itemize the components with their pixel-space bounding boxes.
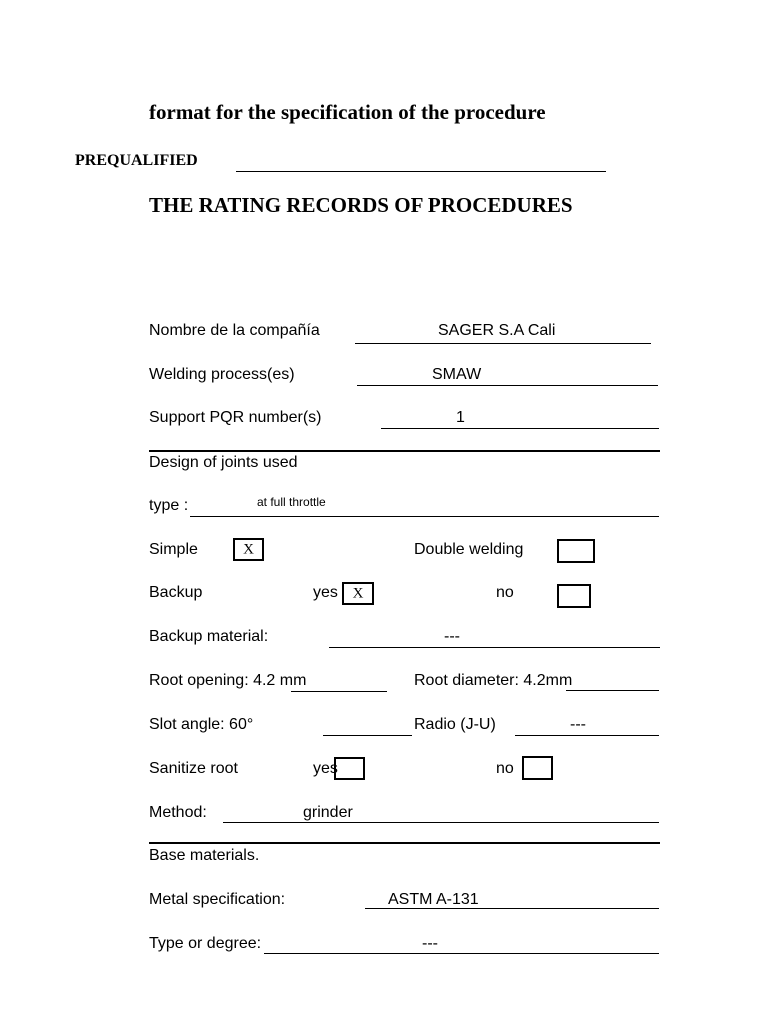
radio-field-line[interactable]: [515, 735, 659, 736]
metal-spec-value: ASTM A-131: [388, 891, 479, 908]
page-subtitle: THE RATING RECORDS OF PROCEDURES: [149, 193, 573, 217]
root-diameter-label: Root diameter: 4.2mm: [414, 672, 573, 689]
type-degree-value: ---: [422, 935, 438, 952]
company-value: SAGER S.A Cali: [438, 322, 556, 339]
type-degree-field-line[interactable]: [264, 953, 659, 954]
slot-angle-field-line[interactable]: [323, 735, 412, 736]
sanitize-root-label: Sanitize root: [149, 760, 238, 777]
type-label: type :: [149, 497, 189, 514]
backup-material-field-line[interactable]: [329, 647, 660, 648]
prequalified-label: PREQUALIFIED: [75, 152, 198, 169]
welding-process-label: Welding process(es): [149, 366, 295, 383]
type-field-line[interactable]: [190, 516, 659, 517]
radio-label: Radio (J-U): [414, 716, 496, 733]
support-pqr-value: 1: [456, 409, 465, 426]
simple-checkbox[interactable]: [233, 538, 264, 561]
sanitize-no-label: no: [496, 760, 514, 777]
backup-yes-checkbox[interactable]: [342, 582, 374, 605]
backup-label: Backup: [149, 584, 203, 601]
root-opening-field-line[interactable]: [291, 691, 387, 692]
root-opening-label: Root opening: 4.2 mm: [149, 672, 307, 689]
method-value: grinder: [303, 804, 353, 821]
backup-material-value: ---: [444, 628, 460, 645]
company-field-line[interactable]: [355, 343, 651, 344]
page-title: format for the specification of the procedure: [149, 100, 546, 124]
backup-no-label: no: [496, 584, 514, 601]
metal-spec-label: Metal specification:: [149, 891, 286, 908]
prequalified-field-line[interactable]: [236, 171, 606, 172]
backup-yes-check-mark: X: [352, 585, 364, 601]
sanitize-yes-checkbox[interactable]: [334, 757, 365, 780]
support-pqr-field-line[interactable]: [381, 428, 659, 429]
slot-angle-label: Slot angle: 60°: [149, 716, 254, 733]
sanitize-yes-label: yes: [313, 760, 338, 777]
double-welding-checkbox[interactable]: [557, 539, 595, 563]
type-degree-label: Type or degree:: [149, 935, 262, 952]
method-label: Method:: [149, 804, 207, 821]
type-value: at full throttle: [257, 495, 326, 509]
welding-process-value: SMAW: [432, 366, 482, 383]
root-diameter-field-line[interactable]: [566, 690, 659, 691]
joints-heading: Design of joints used: [149, 454, 298, 471]
sanitize-no-checkbox[interactable]: [522, 756, 553, 780]
simple-label: Simple: [149, 541, 198, 558]
company-label: Nombre de la compañía: [149, 322, 320, 339]
support-pqr-label: Support PQR number(s): [149, 409, 322, 426]
method-field-line[interactable]: [223, 822, 659, 823]
section-divider: [149, 450, 660, 452]
backup-no-checkbox[interactable]: [557, 584, 591, 608]
base-materials-heading: Base materials.: [149, 847, 260, 864]
section-divider: [149, 842, 660, 844]
backup-material-label: Backup material:: [149, 628, 269, 645]
radio-value: ---: [570, 716, 586, 733]
double-welding-label: Double welding: [414, 541, 524, 558]
metal-spec-field-line[interactable]: [365, 908, 659, 909]
simple-check-mark: X: [243, 541, 254, 557]
welding-process-field-line[interactable]: [357, 385, 658, 386]
backup-yes-label: yes: [313, 584, 338, 601]
